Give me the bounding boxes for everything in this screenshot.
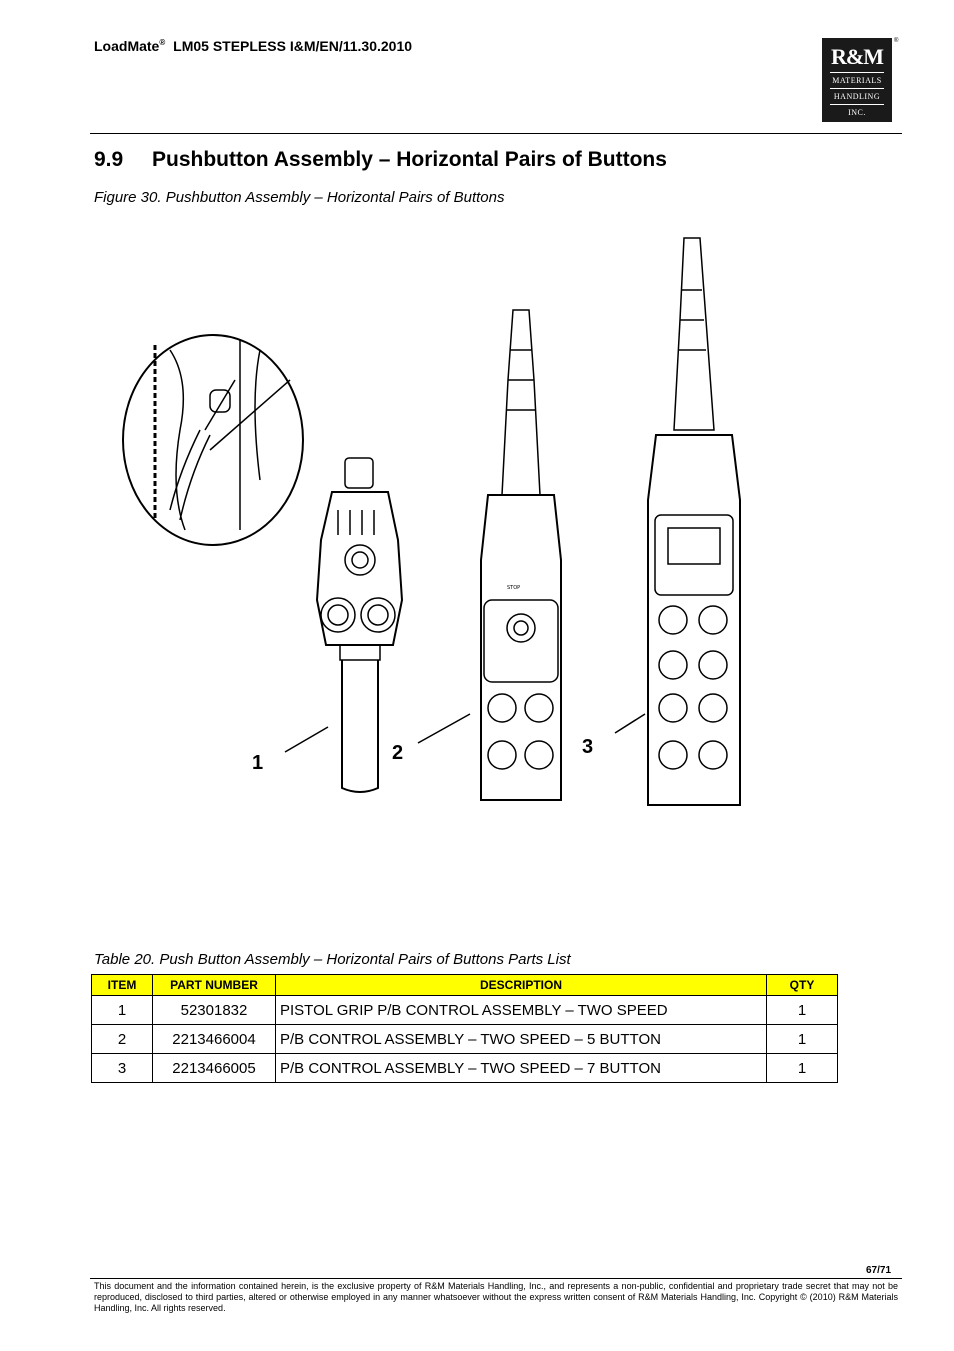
pushbutton-illustration xyxy=(110,230,750,830)
callout-2: 2 xyxy=(392,742,404,764)
part-number-cell: 2213466005 xyxy=(153,1054,276,1083)
section-title: Pushbutton Assembly – Horizontal Pairs of Buttons xyxy=(152,148,667,171)
five-button-pendant xyxy=(481,310,561,800)
logo-line-handling: HANDLING xyxy=(833,92,881,101)
document-id: LM05 STEPLESS I&M/EN/11.30.2010 xyxy=(173,38,413,54)
column-header-part-number: PART NUMBER xyxy=(153,975,276,996)
table-row xyxy=(92,1025,838,1054)
table-row xyxy=(92,1054,838,1083)
table-caption: Table 20. Push Button Assembly – Horizontal Pairs of Buttons Parts List xyxy=(94,951,571,968)
item-cell: 3 xyxy=(92,1054,153,1083)
description-cell: P/B CONTROL ASSEMBLY – TWO SPEED – 7 BUTTON xyxy=(276,1054,767,1083)
table-header-row xyxy=(92,975,838,996)
brand-name: LoadMate xyxy=(94,38,160,54)
rm-logo xyxy=(822,38,892,122)
logo-top-line: R&M xyxy=(831,44,883,69)
logo-divider xyxy=(830,72,884,73)
column-header-description: DESCRIPTION xyxy=(276,975,767,996)
leader-line-2 xyxy=(418,714,470,743)
callout-1: 1 xyxy=(252,752,264,774)
part-number-cell: 2213466004 xyxy=(153,1025,276,1054)
footer-rule xyxy=(90,1278,902,1279)
parts-list-table xyxy=(91,974,838,1083)
column-header-item: ITEM xyxy=(92,975,153,996)
leader-line-1 xyxy=(285,727,328,752)
pistol-grip-pendant xyxy=(317,458,402,792)
qty-cell: 1 xyxy=(767,1054,838,1083)
item-cell: 2 xyxy=(92,1025,153,1054)
logo-divider xyxy=(830,104,884,105)
logo-divider xyxy=(830,88,884,89)
qty-cell: 1 xyxy=(767,996,838,1025)
document-header xyxy=(94,38,412,54)
chain-hook-detail xyxy=(123,335,303,545)
figure-caption: Figure 30. Pushbutton Assembly – Horizontal Pairs of Buttons xyxy=(94,189,505,206)
header-rule xyxy=(90,133,902,134)
legal-notice: This document and the information contained herein, is the exclusive property of R&M Materials Handling, Inc., and represents a non-public, confidential and proprietary trade secret that may not be reproduced, disclosed to third parties, altered or otherwise employed in any manner whatsoever without the express written consent of R&M Materials Handling, Inc. Copyright © (2010) R&M Materials Handling, Inc. All rights reserved. xyxy=(94,1281,898,1313)
part-number-cell: 52301832 xyxy=(153,996,276,1025)
table-row xyxy=(92,996,838,1025)
item-cell: 1 xyxy=(92,996,153,1025)
page-number: 67/71 xyxy=(866,1265,892,1276)
column-header-qty: QTY xyxy=(767,975,838,996)
qty-cell: 1 xyxy=(767,1025,838,1054)
leader-line-3 xyxy=(615,714,645,733)
section-number: 9.9 xyxy=(94,148,124,171)
logo-line-materials: MATERIALS xyxy=(832,76,882,85)
stop-label: STOP xyxy=(507,585,521,591)
callout-3: 3 xyxy=(582,736,594,758)
logo-registered-mark: ® xyxy=(894,38,899,44)
description-cell: PISTOL GRIP P/B CONTROL ASSEMBLY – TWO SPEED xyxy=(276,996,767,1025)
logo-line-inc: INC. xyxy=(848,108,866,117)
description-cell: P/B CONTROL ASSEMBLY – TWO SPEED – 5 BUTTON xyxy=(276,1025,767,1054)
registered-mark: ® xyxy=(159,38,166,48)
section-heading xyxy=(94,148,667,172)
seven-button-pendant xyxy=(648,238,740,805)
